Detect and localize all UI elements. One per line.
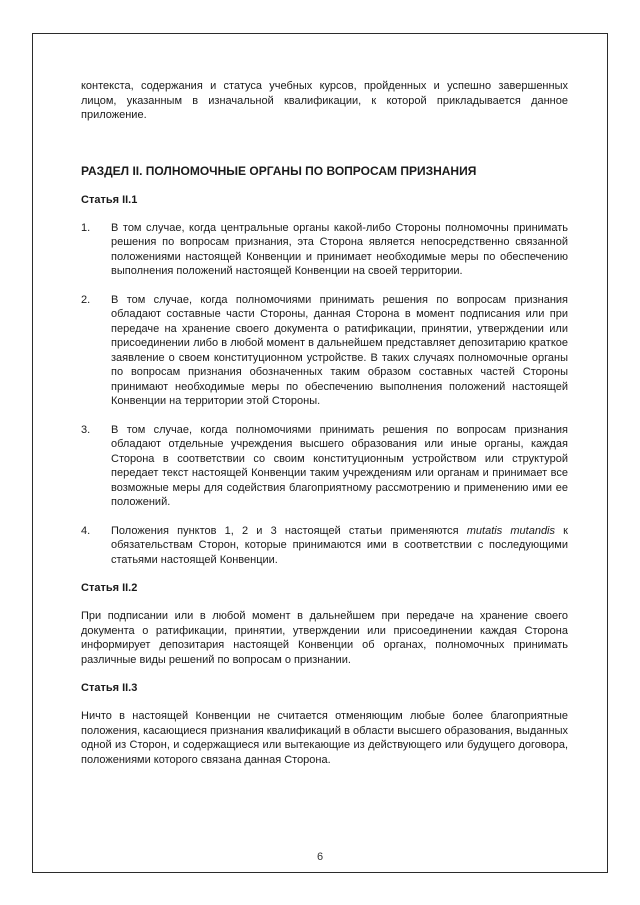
item-number: 2. (81, 293, 91, 306)
article-title-ii3: Статья II.3 (81, 682, 138, 694)
item-text-end: к обязательствам Сторон, которые принимаются ими в соответствии с последующими статьями настоящей Конвенции. (111, 524, 568, 566)
item-text: В том случае, когда полномочиями принимать решения по вопросам признания обладают составные части Стороны, данная Сторона в момент подписания или при передаче на хранение своего документа о ратификации, принятии, утверждении или присоединении либо в любой момент в дальнейшем представляет депозитарию краткое заявление о своем конституционном устройстве. В таких случаях полномочные органы по вопросам признания обозначенных таким образом составных частей Стороны принимают необходимые меры по обеспечению выполнения положений настоящей Конвенции на территории этой Стороны. (111, 293, 568, 407)
list-item (81, 423, 568, 510)
item-text: В том случае, когда центральные органы какой-либо Стороны полномочны принимать решения по вопросам признания, эта Сторона является непосредственно связанной положениями настоящей Конвенции и принимает необходимые меры по обеспечению выполнения положений настоящей Конвенции на своей территории. (111, 221, 568, 277)
intro-paragraph: контекста, содержания и статуса учебных курсов, пройденных и успешно завершенных лицом, указанным в изначальной квалификации, к которой прикладывается данное приложение. (81, 80, 568, 121)
item-number: 3. (81, 423, 91, 436)
section-title: РАЗДЕЛ II. ПОЛНОМОЧНЫЕ ОРГАНЫ ПО ВОПРОСАМ ПРИЗНАНИЯ (81, 163, 477, 178)
list-item (81, 524, 568, 568)
article-title-ii2: Статья II.2 (81, 582, 138, 594)
article-ii2-text: При подписании или в любой момент в дальнейшем при передаче на хранение своего документа о ратификации, принятии, утверждении или присоединении каждая Сторона информирует депозитария настоящей Конвенции об органах, полномочных принимать различные виды решений по вопросам о признании. (81, 610, 568, 666)
document-body (81, 79, 568, 781)
list-item (81, 221, 568, 279)
page-number: 6 (316, 851, 324, 863)
item-number: 4. (81, 524, 91, 537)
item-text (111, 524, 568, 568)
list-item (81, 293, 568, 409)
article-title-ii1: Статья II.1 (81, 193, 138, 206)
article-ii3-text: Ничто в настоящей Конвенции не считается отменяющим любые более благоприятные положения, касающиеся признания квалификаций в области высшего образования, выданных одной из Сторон, и содержащиеся или вытекающие из действующего или будущего договора, положениями которого связана данная Сторона. (81, 710, 568, 766)
item-text-start: Положения пунктов 1, 2 и 3 настоящей статьи применяются (111, 524, 467, 537)
latin-phrase: mutatis mutandis (466, 524, 556, 537)
item-text: В том случае, когда полномочиями принимать решения по вопросам признания обладают отдельные учреждения высшего образования или иные органы, каждая Сторона в соответствии со своим конституционным устройством или структурой передает текст настоящей Конвенции таким учреждениям или органам и принимает все возможные меры для содействия благоприятному рассмотрению и применению ими ее положений. (111, 423, 568, 508)
item-number: 1. (81, 221, 91, 234)
